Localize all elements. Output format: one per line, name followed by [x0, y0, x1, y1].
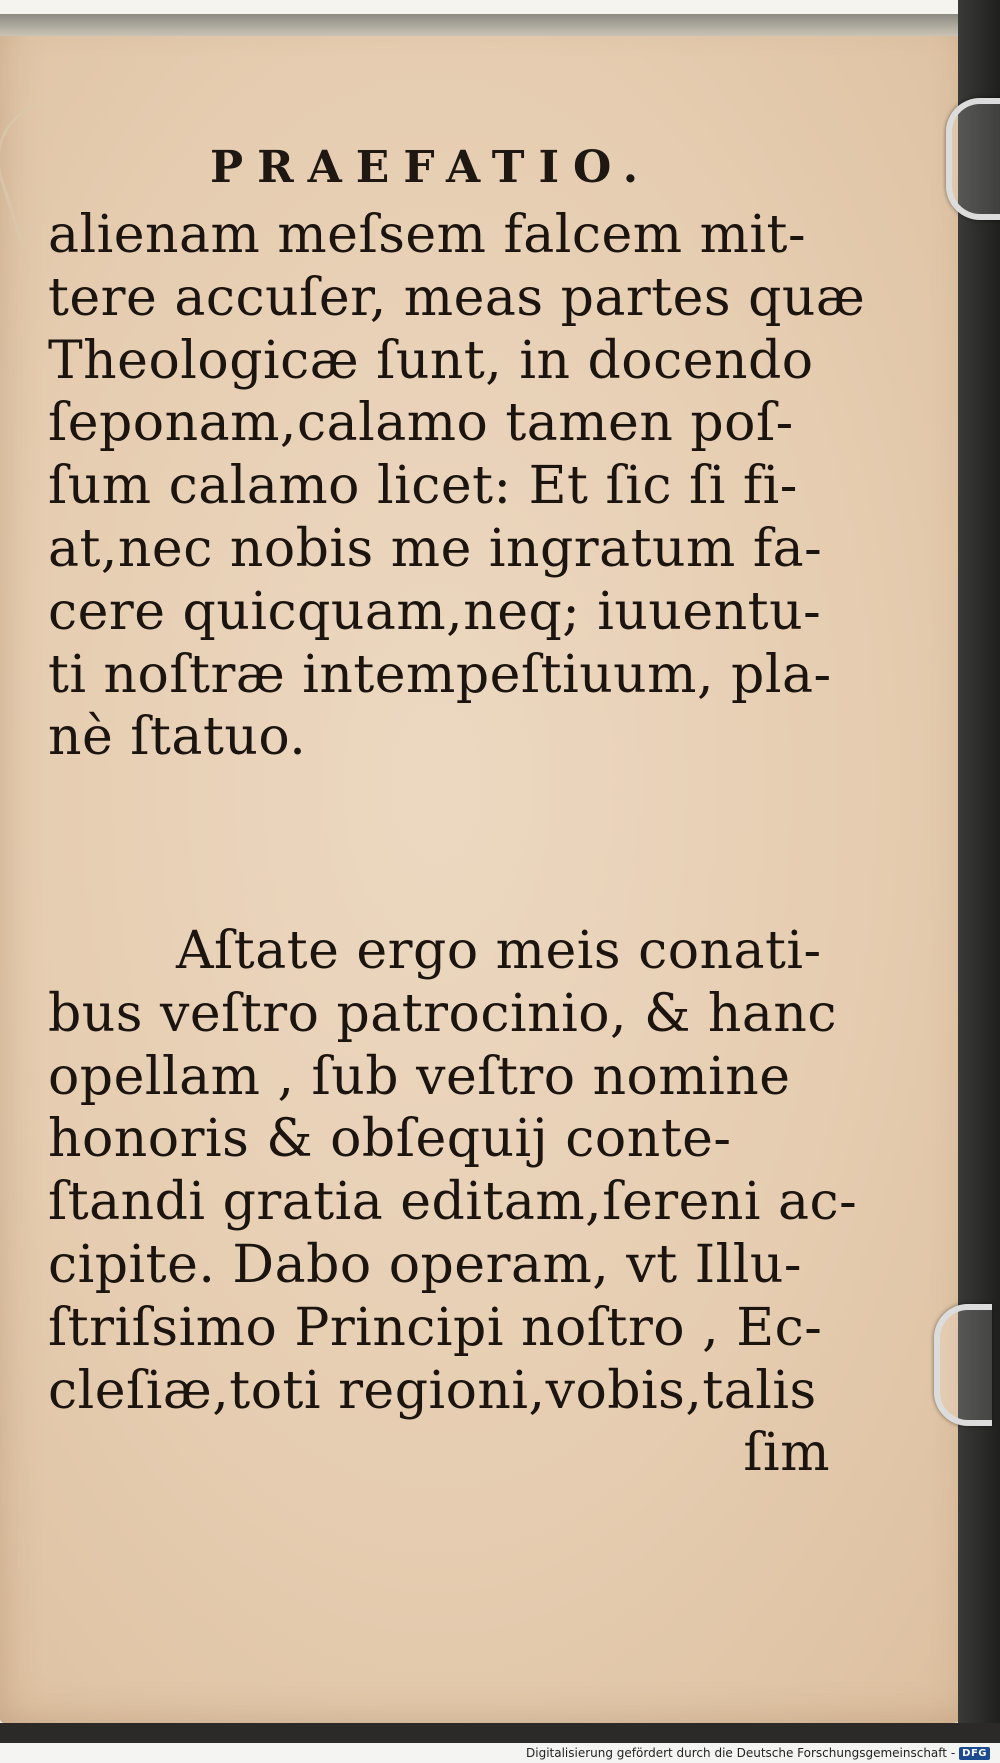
- page-top-edge: [0, 14, 960, 36]
- text-line: opellam , ſub veſtro nomine: [48, 1046, 791, 1107]
- paper-page: [0, 14, 972, 1723]
- text-line: ſtriſsimo Principi noſtro , Ec-: [48, 1297, 823, 1358]
- text-line: honoris & obſequij conte-: [48, 1109, 732, 1170]
- text-line: cleſiæ,toti regioni,vobis,talis: [48, 1360, 817, 1421]
- text-line: ſtandi gratia editam,ſereni ac-: [48, 1172, 858, 1233]
- digitization-credit: [526, 1746, 990, 1760]
- cover-bottom-edge: [0, 1723, 1000, 1743]
- text-line: ti noſtræ intempeſtiuum, pla-: [48, 644, 832, 705]
- clip-top: [946, 98, 1000, 220]
- text-line: Aſtate ergo meis conati-: [176, 921, 822, 981]
- paragraph-1: [48, 204, 866, 769]
- book-cover-edge: [958, 0, 1000, 1740]
- text-line: Theologicæ ſunt, in docendo: [48, 330, 814, 391]
- credit-text: Digitalisierung gefördert durch die Deutsche Forschungsgemeinschaft -: [526, 1746, 956, 1760]
- running-head: PRAEFATIO.: [210, 142, 653, 193]
- paragraph-2: [48, 920, 858, 1485]
- dfg-logo: DFG: [959, 1747, 990, 1760]
- text-line: cere quicquam,neq; iuuentu-: [48, 581, 822, 642]
- text-line: ſum calamo licet: Et ſic ſi fi-: [48, 456, 798, 517]
- text-line: alienam meſsem falcem mit-: [48, 205, 807, 265]
- clip-bottom: [934, 1304, 992, 1426]
- text-line: bus veſtro patrocinio, & hanc: [48, 983, 837, 1044]
- text-line: nè ſtatuo.: [48, 707, 307, 768]
- text-line: ſeponam,calamo tamen poſ-: [48, 393, 794, 454]
- text-line: tere accuſer, meas partes quæ: [48, 267, 866, 328]
- text-line: cipite. Dabo operam, vt Illu-: [48, 1234, 802, 1295]
- text-line: at,nec nobis me ingratum fa-: [48, 518, 823, 579]
- catchword: ſim: [743, 1423, 830, 1484]
